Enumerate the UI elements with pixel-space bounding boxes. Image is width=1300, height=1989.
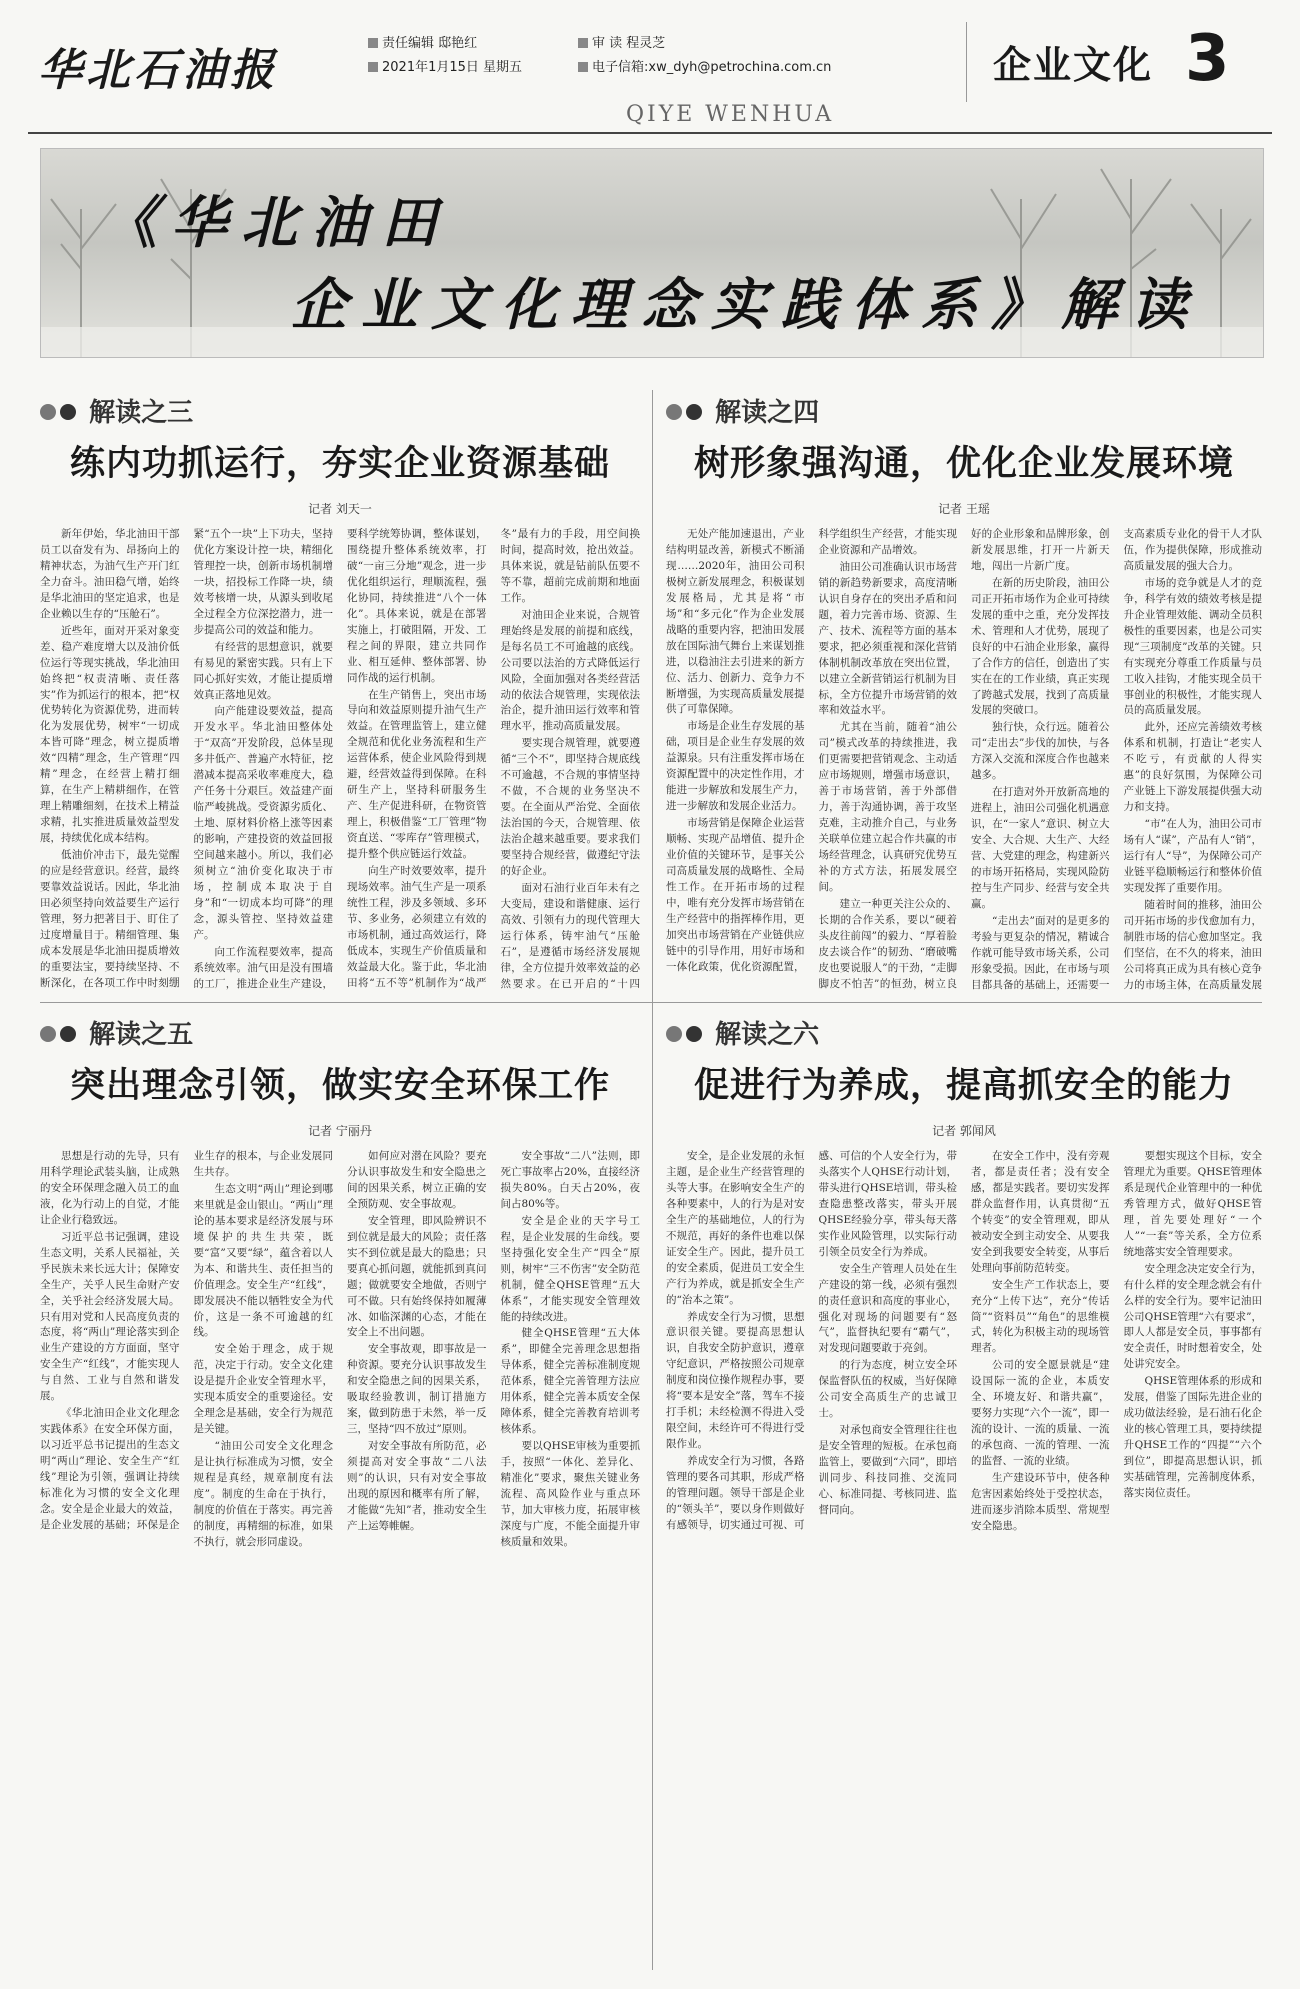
paragraph: 市场营销是保障企业运营顺畅、实现产品增值、提升企业价值的关键环节，是事关公司高质量发展的战略性、全局性工作。在开拓市场的过程中，唯有充分发挥市场营销在生产经营中的指挥棒作用，更加突出市场营销在产业链供应链中的引导作用，用好市场和一体化政策，优化资源配置，科学组织生产经营，才能实现企业资源和产品增效。	[666, 528, 957, 973]
article-byline: 记者 刘天一	[308, 502, 372, 516]
article-kicker: 解读之六	[666, 1014, 1262, 1048]
paragraph: 的行为态度，树立安全环保监督队伍的权威，当好保障公司安全高质生产的忠诚卫士。	[818, 1359, 957, 1420]
paragraph: 安全始于理念，成于规范，决定于行动。安全文化建设是提升企业安全管理水平，实现本质安全的重要途径。安全理念是基础，安全行为规范是关键。	[193, 1343, 333, 1436]
paragraph: 思想是行动的先导，只有用科学理论武装头脑，让成熟的安全环保理念融入员工的血液，化为行动上的自觉，才能让企业行稳致远。	[40, 1150, 180, 1226]
paragraph: “油田公司安全文化理念是让执行标准成为习惯，安全规程是真经，规章制度有法度”。制度的生命在于执行，制度的价值在于落实。再完善的制度，再精细的标准，如果不执行，就会形同虚设。	[193, 1440, 333, 1548]
paragraph: 独行快，众行远。随着公司“走出去”步伐的加快，与各方深入交流和深度合作也越来越多。	[971, 721, 1110, 782]
paragraph: 习近平总书记强调，建设生态文明，关系人民福祉，关乎民族未来长远大计；保障安全生产，关乎人民生命财产安全，关乎社会经济发展大局。只有用对党和人民高度负责的态度，将“两山”理论落实到企业生产建设的方方面面，坚守安全生产“红线”，才能实现人与自然、工业与自然和谐发展。	[40, 1230, 180, 1403]
page-number: 3	[1185, 22, 1230, 96]
paragraph: 新年伊始，华北油田干部员工以奋发有为、昂扬向上的精神状态，为油气生产开门红全力奋斗。油田稳气增，始终是华北油田的坚定追求，也是企业赖以生存的“压舱石”。	[40, 528, 180, 620]
paragraph: 无处产能加速退出，产业结构明显改善，新模式不断涌现……2020年，油田公司积极树立新发展理念，积极谋划发展格局，尤其是将“市场”和“多元化”作为企业发展战略的重要内容，把油田发展放在国际油气舞台上来谋划推进，以稳油注去引进来的新方位、活力、创新力、竞争力不断增强，为实现高质量发展提供了可靠保障。	[666, 528, 805, 716]
article-3	[40, 392, 640, 1005]
paragraph: 向生产时效要效率，提升现场效率。油气生产是一项系统性工程，涉及多领域、多环节、多业务，必须建立有效的市场机制，通过高效运行，降低成本，实现生产价值质量和效益最大化。鉴于此，华北油田将“五不等”机制作为“战严冬”最有力的手段，用空间换时间，提高时效，抢出效益。具体来说，就是钻前队伍要不等不靠，超前完成前期和地面工作。	[347, 528, 640, 989]
bullet-icon	[60, 404, 76, 420]
paragraph: 要想实现这个目标，安全管理尤为重要。QHSE管理体系是现代企业管理中的一种优秀管理方式，做好QHSE管理，首先要处理好“一个人”“一套”等关系，全方位系统地落实安全管理要求。	[1123, 1150, 1262, 1258]
paragraph: 尤其在当前，随着“油公司”模式改革的持续推进，我们更需要把营销观念、主动适应市场规则，增强市场意识，善于市场营销，善于外部借力，善于沟通协调，善于攻坚克难，主动推介自己，与业务关联单位建立起合作共赢的市场经营理念，认真研究优势互补的方式方法，拓展发展空间。	[818, 721, 957, 893]
article-kicker: 解读之三	[40, 392, 640, 426]
paper-name-logo: 华北石油报	[38, 45, 278, 96]
paragraph: “市”在人为，油田公司市场有人“谋”，产品有人“销”，运行有人“导”，为保障公司产业链平稳顺畅运行和整体价值实现发挥了重要作用。	[1123, 818, 1262, 894]
article-headline: 树形象强沟通，优化企业发展环境	[693, 444, 1234, 484]
paragraph: 市场的竞争就是人才的竞争，科学有效的绩效考核是提升企业管理效能、调动全员积极性的重要因素，也是公司实现“三项制度”改革的关键。只有实现充分尊重工作质量与员工收入挂钩，才能实现全员干事创业的积极性，才能实现人员的高质量发展。	[1123, 576, 1262, 717]
paragraph: 近些年，面对开采对象变差、稳产难度增大以及油价低位运行等现实挑战，华北油田始终把“权责清晰、责任落实”作为抓运行的根本，把“权优势转化为资源优势，进而转化为发展优势，树牢“一切成本皆可降”理念，树立提质增效“四精”理念，生产管理“四精”理念，在经营上精打细算，在生产上精耕细作，在管理上精雕细刻，在技术上精益求精，扎实推进质量效益型发展，持续优化成本结构。	[40, 624, 180, 845]
bullet-icon	[686, 1026, 702, 1042]
bullet-icon	[40, 404, 56, 420]
paragraph: 随着时间的推移，油田公司开拓市场的步伐愈加有力，制胜市场的信心愈加坚定。我们坚信，在不久的将来，油田公司将真正成为具有核心竞争力的市场主体，在高质量发展	[1123, 898, 1262, 991]
paragraph: 健全QHSE管理“五大体系”，即健全完善理念思想指导体系，健全完善标准制度规范体系，健全完善管理方法应用体系，健全完善本质安全保障体系，健全完善教育培训考核体系。	[500, 1327, 640, 1436]
paragraph: 要实现合规管理，就要遵循“三个不”，即坚持合规底线不可逾越，不合规的事情坚持不做，不合规的业务坚决不要。在全面从严治党、全面依法治国的今天，合规管理、依法治企越来越重要。要求我们要坚持合规经营，做遵纪守法的好企业。	[500, 737, 640, 878]
article-byline: 记者 王瑶	[938, 502, 990, 516]
banner-title-line2: 企业文化理念实践体系》解读	[291, 272, 1201, 338]
article-body	[40, 1149, 640, 1967]
paragraph: 安全事故观，即事故是一种资源。要充分认识事故发生和安全隐患之间的因果关系，吸取经验教训，制订措施方案，做到防患于未然，举一反三，坚持“四不放过”原则。	[347, 1343, 487, 1436]
article-kicker: 解读之五	[40, 1014, 640, 1048]
paragraph: 市场是企业生存发展的基础，项目是企业生存发展的效益源泉。只有注重发挥市场在资源配置中的决定性作用，才能进一步解放和发展生产力，进一步解放和发展企业活力。	[666, 720, 805, 813]
article-body	[40, 527, 640, 1005]
paragraph: 对油田企业来说，合规管理始终是发展的前提和底线，是每名员工不可逾越的底线。公司要以法治的方式降低运行风险，全面加强对各类经营活动的依法合规管理，实现依法治企，提升油田运行效率和管理水平，推动高质量发展。	[500, 608, 640, 733]
banner	[40, 148, 1264, 358]
article-byline: 记者 宁丽丹	[308, 1124, 372, 1138]
article-headline: 练内功抓运行，夯实企业资源基础	[69, 444, 610, 484]
article-4	[666, 392, 1262, 1005]
paragraph: 安全管理，即风险辨识不到位就是最大的风险；责任落实不到位就是最大的隐患；只要真心抓问题，就能抓到真问题；做就要安全地做，否则宁可不做。只有始终保持如履薄冰、如临深渊的心态，才能在安全上不出问题。	[347, 1214, 487, 1339]
section-name: 企业文化	[993, 43, 1154, 87]
bullet-icon	[60, 1026, 76, 1042]
paragraph: 在生产销售上，突出市场导向和效益原则提升油气生产效益。在管理监管上，建立健全规范和优化业务流程和生产运营体系，使企业风险得到规避，经营效益得到保障。在科研生产上，坚持科研服务生产、生产促进科研，在物资管理上，积极借鉴“工厂管理”物资直送、“零库存”管理模式，提升整个供应链运行效益。	[347, 688, 487, 861]
section-pinyin: QIYE WENHUA	[626, 102, 835, 127]
center-divider	[652, 390, 653, 1970]
paragraph: 养成安全行为习惯，思想意识很关键。要提高思想认识，自我安全防护意识，遵章守纪意识，严格按照公司规章制度和岗位操作规程办事，要将“要本是安全”落，驾车不接打手机；未经检测不得进入受限空间，未经许可不得进行受限作业。	[666, 1310, 805, 1451]
paragraph: 安全生产管理人员处在生产建设的第一线，必须有强烈的责任意识和高度的事业心，强化对现场的问题要有“怒气”，监督执纪要有“霸气”，对发现问题要敢于亮剑。	[818, 1262, 957, 1355]
paragraph: QHSE管理体系的形成和发展，借鉴了国际先进企业的成功做法经验，是石油石化企业的核心管理工具，要持续提升QHSE工作的“四提”“六个到位”，即提高思想认识，抓实基础管理，完善制度体系，落实岗位责任。	[1123, 1375, 1262, 1500]
paragraph: 安全事故“二八”法则，即死亡事故率占20%，直接经济损失80%。白天占20%，夜间占80%等。	[500, 1150, 640, 1210]
article-body	[666, 1149, 1262, 1967]
bullet-icon	[40, 1026, 56, 1042]
bullet-icon	[686, 404, 702, 420]
paragraph: 对承包商安全管理往往也是安全管理的短板。在承包商监管上，要做到“六同”，即培训同步、科技同推、交流同心、标准同提、考核同进、监督同向。	[818, 1424, 957, 1516]
paragraph: 在安全工作中，没有旁观者，都是责任者；没有安全感，都是实践者。要切实发挥群众监督作用，认真贯彻“五个转变”的安全管理观，即从被动安全到主动安全、从要我安全到我要安全转变，从事后处理向事前防范转变。	[971, 1150, 1110, 1274]
paragraph: 生产建设环节中，使各种危害因素始终处于受控状态，进而逐步消除本质型、常规型安全隐患。	[971, 1472, 1110, 1532]
paragraph: 低油价冲击下，最先觉醒的应是经营意识。经营，最终要靠效益说话。因此，华北油田必须坚持向效益要生产运行管理，努力把著目于、盯住了过度增量目于。精细管理、集成本发展是华北油田提质增效的重要法宝，要持续坚持、不断深化，在各项工作中时刻绷紧“五个一块”上下功夫，坚持优化方案设计控一块，精细化管理控一块，创新市场机制增一块，招投标工作降一块，绩效考核增一块，从源头到收尾全过程全方位深挖潜力，进一步提高公司的效益和能力。	[40, 528, 333, 989]
bullet-icon	[666, 1026, 682, 1042]
article-kicker: 解读之四	[666, 392, 1262, 426]
paragraph: “走出去”面对的是更多的考验与更复杂的情况，精诚合作就可能导致市场关系，公司形象受损。因此，在市场与项目都具备的基础上，还需要一支高素质专业化的骨干人才队伍，作为提供保障，形成推动高质量发展的强大合力。	[971, 528, 1262, 991]
paragraph: 安全，是企业发展的永恒主题，是企业生产经营管理的头等大事。在影响安全生产的各种要素中，人的行为是对安全生产的基础地位，人的行为不规范，再好的条件也难以保证安全生产。因此，提升员工的安全素质，促进员工安全生产行为养成，就是抓安全生产的“治本之策”。	[666, 1150, 805, 1306]
paragraph: 安全是企业的天字号工程，是企业发展的生命线。要坚持强化安全生产“四全”原则，树牢“三不伤害”安全防范机制，健全QHSE管理“五大体系”，才能实现安全管理效能的持续改进。	[500, 1214, 640, 1323]
paragraph: 公司的安全愿景就是“建设国际一流的企业，本质安全、环境友好、和谐共赢”，要努力实现“六个一流”，即一流的设计、一流的质量、一流的承包商、一流的管理、一流的监督、一流的业绩。	[971, 1359, 1110, 1468]
masthead-rule	[28, 132, 1272, 134]
banner-title-line1: 《华北油田	[101, 190, 451, 256]
paragraph: 有经营的思想意识，就要有易见的紧密实践。只有上下同心抓好实效，才能让提质增效真正落地见效。	[193, 640, 333, 701]
paragraph: 安全理念决定安全行为，有什么样的安全理念就会有什么样的安全行为。要牢记油田公司QHSE管理“六有要求”，即人人都是安全员，事事都有安全责任，时时想着安全，处处讲究安全。	[1123, 1262, 1262, 1371]
paragraph: 此外，还应完善绩效考核体系和机制，打造让“老实人不吃亏，有贡献的人得实惠”的良好氛围，为保障公司产业链上下游发展提供强大动力和支持。	[1123, 721, 1262, 814]
bullet-icon	[666, 404, 682, 420]
article-body	[666, 527, 1262, 1005]
paragraph: 养成安全行为习惯，各路管理的要各司其职，形成严格的管理问题。领导干部是企业的“领头羊”，要以身作则做好有感领导，切实通过可视、可感、可信的个人安全行为，带头落实个人QHSE行动计划，带头进行QHSE培训，带头检查隐患整改落实，带头开展QHSE经验分享，带头每天落实作业风险管理，以实际行动引领全员安全行为养成。	[666, 1150, 957, 1531]
editor-line: 责任编辑 邸艳红	[368, 32, 477, 51]
paragraph: 生态文明“两山”理论到哪来里就是金山银山。“两山”理论的基本要求是经济发展与环境保护的共生共荣，既要“富”又要“绿”，蕴含着以人为本、和谐共生、责任担当的价值理念。安全生产“红线”，即发展决不能以牺牲安全为代价，这是一条不可逾越的红线。	[193, 1182, 333, 1339]
paragraph: 面对石油行业百年未有之大变局，建设和谐健康、运行高效、引领有力的现代管理大运行体系，铸牢油气“压舱石”，是遵循市场经济发展规律，全方位提升效率效益的必然要求。在已开启的“十四	[500, 881, 640, 990]
masthead	[28, 18, 1272, 128]
paragraph: 向产能建设要效益，提高开发水平。华北油田整体处于“双高”开发阶段，总体呈现多井低产、普遍产水特征，挖潜减本提高采收率难度大，稳产任务十分艰巨。效益建产面临严峻挑战。受资源劣质化、土地、原材料价格上涨等因素的影响，产建投资的效益回报空间越来越小。所以，我们必须树立“油价变化取决于市场，控制成本取决于自身”和“一切成本均可降”的理念，源头管控、坚持效益建产。	[193, 705, 333, 941]
paragraph: 要以QHSE审核为重要抓手，按照“一体化、差异化、精准化”要求，聚焦关键业务流程、高风险作业与重点环节，加大审核力度，拓展审核深度与广度，不能全面提升审核质量和效果。	[500, 1440, 640, 1548]
paragraph: 向工作流程要效率，提高系统效率。油气田是没有围墙的工厂，推进企业生产建设，要科学统筹协调，整体谋划，围绕提升整体系统效率，打破“一亩三分地”观念，进一步优化组织运行，理顺流程，强化协同，持续推进“八个一体化”。具体来说，就是在部署实施上，打破阻隔，开发、工程之间的界限，建立共同作业、相互延伸、整体部署、协同作战的运行机制。	[193, 528, 487, 990]
paragraph: 对安全事故有所防范，必须提高对安全事故“二八法则”的认识，只有对安全事故出现的原因和概率有所了解，才能做“先知”者，推动安全生产上运筹帷幄。	[347, 1440, 487, 1532]
paragraph: 在新的历史阶段，油田公司正开拓市场作为企业可持续发展的重中之重，充分发挥技术、管理和人才优势，展现了良好的中石油企业形象，赢得了合作方的信任，创造出了实实在在的工作业绩，真正实现了跨越式发展，找到了高质量发展的突破口。	[971, 576, 1110, 717]
paragraph: 安全生产工作状态上，要充分“上传下达”，充分“传话筒”“资料员”“角色”的思维模式，转化为积极主动的现场管理者。	[971, 1278, 1110, 1355]
email-line: 电子信箱:xw_dyh@petrochina.com.cn	[578, 56, 831, 75]
paragraph: 建立一种更关注公众的、长期的合作关系，要以“硬着头皮往前闯”的毅力、“厚着脸皮去谈合作”的韧劲、“磨破嘴皮也要说服人”的干劲，“走脚脚皮不怕苦”的恒劲，树立良好的企业形象和品牌形象，创新发展思维，打开一片新天地，闯出一片新广度。	[818, 528, 1110, 990]
review-line: 审 读 程灵芝	[578, 32, 665, 51]
paragraph: 《华北油田企业文化理念实践体系》在安全环保方面，以习近平总书记提出的生态文明“两山”理论、安全生产“红线”理论为引领，强调让持续标准化为习惯的安全文化理念。安全是企业最大的效益，是企业发展的基础；环保是企业生存的根本，与企业发展同生共存。	[40, 1150, 333, 1531]
article-6	[666, 1014, 1262, 1967]
date-line: 2021年1月15日 星期五	[368, 56, 522, 75]
paragraph: 油田公司准确认识市场营销的新趋势新要求，高度清晰认识自身存在的突出矛盾和问题，着力完善市场、资源、生产、技术、流程等方面的基本要求，把必须重视和深化营销体制机制改革放在突出位置，以建立全新营销运行机制为目标，全方位提升市场营销的效率和效益水平。	[818, 560, 957, 717]
article-byline: 记者 郭闻风	[932, 1124, 996, 1138]
section-header	[966, 22, 1273, 102]
paragraph: 如何应对潜在风险？要充分认识事故发生和安全隐患之间的因果关系，树立正确的安全预防观、安全事故观。	[347, 1150, 487, 1210]
article-headline: 突出理念引领，做实安全环保工作	[69, 1066, 610, 1106]
article-5	[40, 1014, 640, 1967]
paragraph: 在打造对外开放新高地的进程上，油田公司强化机遇意识，在“一家人”意识、树立大安全、大合规、大生产、大经营、大党建的理念，构建新兴的市场开拓格局，实现风险防控与生产同步、经营与安全共赢。	[971, 786, 1110, 910]
article-headline: 促进行为养成，提高抓安全的能力	[693, 1066, 1234, 1106]
